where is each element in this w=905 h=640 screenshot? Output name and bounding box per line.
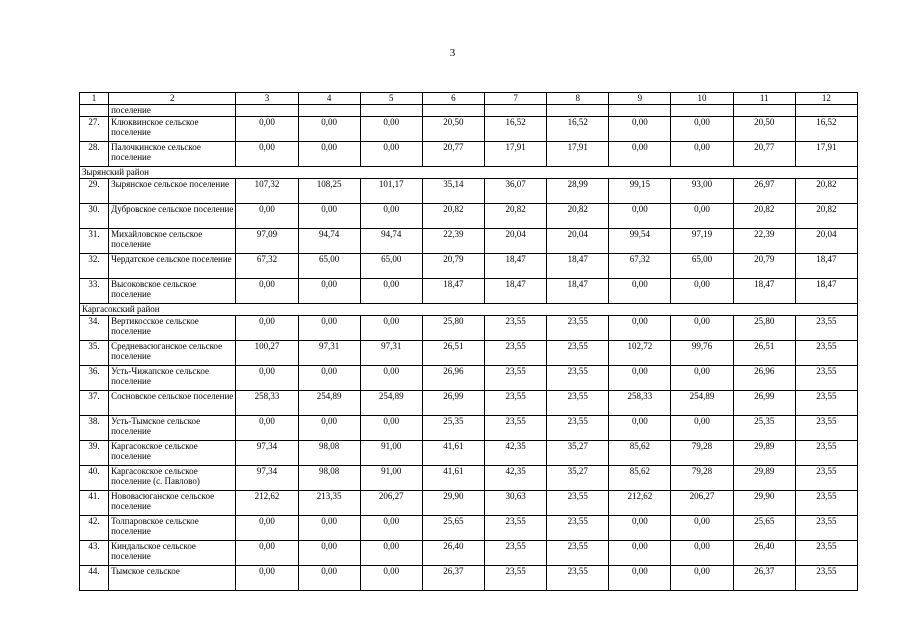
row-number: 27. xyxy=(80,117,109,142)
table-row xyxy=(80,541,858,566)
value-cell: 91,00 xyxy=(360,441,422,466)
value-cell: 97,31 xyxy=(360,341,422,366)
value-cell: 100,27 xyxy=(236,341,298,366)
value-cell: 98,08 xyxy=(298,466,360,491)
value-cell: 212,62 xyxy=(236,491,298,516)
table-row xyxy=(80,391,858,416)
settlement-name: Каргасокское сельское поселение xyxy=(109,441,236,466)
settlement-name: Усть-Тымское сельское поселение xyxy=(109,416,236,441)
value-cell: 0,00 xyxy=(609,142,671,167)
value-cell: 18,47 xyxy=(547,279,609,304)
value-cell: 0,00 xyxy=(298,279,360,304)
value-cell: 23,55 xyxy=(795,466,857,491)
empty-cell xyxy=(298,105,360,117)
table-row xyxy=(80,491,858,516)
row-number: 36. xyxy=(80,366,109,391)
value-cell: 65,00 xyxy=(671,254,733,279)
table-row xyxy=(80,254,858,279)
value-cell: 0,00 xyxy=(609,566,671,591)
table-row xyxy=(80,416,858,441)
value-cell: 26,99 xyxy=(733,391,795,416)
value-cell: 67,32 xyxy=(236,254,298,279)
value-cell: 0,00 xyxy=(236,204,298,229)
value-cell: 23,55 xyxy=(795,341,857,366)
row-number: 34. xyxy=(80,316,109,341)
value-cell: 0,00 xyxy=(609,516,671,541)
header-cell: 10 xyxy=(671,93,733,105)
header-cell: 9 xyxy=(609,93,671,105)
value-cell: 23,55 xyxy=(485,566,547,591)
value-cell: 91,00 xyxy=(360,466,422,491)
value-cell: 26,40 xyxy=(422,541,484,566)
value-cell: 0,00 xyxy=(360,316,422,341)
value-cell: 35,27 xyxy=(547,466,609,491)
value-cell: 42,35 xyxy=(485,441,547,466)
value-cell: 0,00 xyxy=(360,279,422,304)
settlement-name: Средневасюганское сельское поселение xyxy=(109,341,236,366)
value-cell: 18,47 xyxy=(485,254,547,279)
table-row xyxy=(80,341,858,366)
value-cell: 23,55 xyxy=(547,391,609,416)
value-cell: 23,55 xyxy=(485,516,547,541)
table-row xyxy=(80,516,858,541)
value-cell: 0,00 xyxy=(236,516,298,541)
empty-cell xyxy=(485,105,547,117)
value-cell: 26,40 xyxy=(733,541,795,566)
value-cell: 23,55 xyxy=(795,416,857,441)
value-cell: 97,34 xyxy=(236,441,298,466)
row-number: 41. xyxy=(80,491,109,516)
value-cell: 29,90 xyxy=(733,491,795,516)
row-number: 37. xyxy=(80,391,109,416)
value-cell: 23,55 xyxy=(547,341,609,366)
table-row xyxy=(80,142,858,167)
settlement-name: Высоковское сельское поселение xyxy=(109,279,236,304)
settlement-name: Палочкинское сельское поселение xyxy=(109,142,236,167)
value-cell: 23,55 xyxy=(485,366,547,391)
value-cell: 0,00 xyxy=(236,366,298,391)
value-cell: 20,82 xyxy=(733,204,795,229)
table-row xyxy=(80,229,858,254)
value-cell: 85,62 xyxy=(609,441,671,466)
value-cell: 20,04 xyxy=(547,229,609,254)
value-cell: 16,52 xyxy=(795,117,857,142)
value-cell: 0,00 xyxy=(236,541,298,566)
value-cell: 26,96 xyxy=(733,366,795,391)
settlement-name: Вертикосское сельское поселение xyxy=(109,316,236,341)
value-cell: 23,55 xyxy=(547,416,609,441)
value-cell: 0,00 xyxy=(360,566,422,591)
value-cell: 99,15 xyxy=(609,179,671,204)
value-cell: 20,50 xyxy=(733,117,795,142)
header-cell: 2 xyxy=(109,93,236,105)
value-cell: 0,00 xyxy=(671,416,733,441)
settlement-name: Сосновское сельское поселение xyxy=(109,391,236,416)
value-cell: 23,55 xyxy=(547,366,609,391)
value-cell: 0,00 xyxy=(236,279,298,304)
value-cell: 29,90 xyxy=(422,491,484,516)
value-cell: 18,47 xyxy=(422,279,484,304)
value-cell: 0,00 xyxy=(360,416,422,441)
value-cell: 254,89 xyxy=(671,391,733,416)
value-cell: 101,17 xyxy=(360,179,422,204)
settlement-name: Дубровское сельское поселение xyxy=(109,204,236,229)
continuation-text: поселение xyxy=(109,105,236,117)
value-cell: 107,32 xyxy=(236,179,298,204)
value-cell: 20,77 xyxy=(422,142,484,167)
value-cell: 254,89 xyxy=(360,391,422,416)
row-number: 35. xyxy=(80,341,109,366)
value-cell: 23,55 xyxy=(795,316,857,341)
value-cell: 99,76 xyxy=(671,341,733,366)
row-number: 43. xyxy=(80,541,109,566)
region-row xyxy=(80,167,858,179)
value-cell: 0,00 xyxy=(360,541,422,566)
value-cell: 23,55 xyxy=(485,391,547,416)
table-row xyxy=(80,204,858,229)
value-cell: 0,00 xyxy=(360,117,422,142)
value-cell: 29,89 xyxy=(733,441,795,466)
value-cell: 0,00 xyxy=(360,366,422,391)
page-number: 3 xyxy=(449,47,456,59)
row-number: 31. xyxy=(80,229,109,254)
value-cell: 0,00 xyxy=(671,566,733,591)
table-body xyxy=(80,93,858,591)
value-cell: 22,39 xyxy=(733,229,795,254)
value-cell: 102,72 xyxy=(609,341,671,366)
value-cell: 18,47 xyxy=(733,279,795,304)
table-row xyxy=(80,179,858,204)
value-cell: 0,00 xyxy=(236,142,298,167)
value-cell: 0,00 xyxy=(298,204,360,229)
value-cell: 17,91 xyxy=(485,142,547,167)
header-cell: 7 xyxy=(485,93,547,105)
value-cell: 30,63 xyxy=(485,491,547,516)
value-cell: 97,31 xyxy=(298,341,360,366)
value-cell: 0,00 xyxy=(298,366,360,391)
settlement-name: Усть-Чижапское сельское поселение xyxy=(109,366,236,391)
empty-cell xyxy=(80,105,109,117)
value-cell: 254,89 xyxy=(298,391,360,416)
value-cell: 212,62 xyxy=(609,491,671,516)
value-cell: 0,00 xyxy=(671,142,733,167)
value-cell: 108,25 xyxy=(298,179,360,204)
value-cell: 23,55 xyxy=(795,441,857,466)
tariff-table xyxy=(79,92,858,591)
row-number: 38. xyxy=(80,416,109,441)
header-cell: 11 xyxy=(733,93,795,105)
value-cell: 206,27 xyxy=(671,491,733,516)
value-cell: 18,47 xyxy=(547,254,609,279)
header-cell: 6 xyxy=(422,93,484,105)
value-cell: 0,00 xyxy=(671,204,733,229)
value-cell: 23,55 xyxy=(547,566,609,591)
header-cell: 1 xyxy=(80,93,109,105)
settlement-name: Толпаровское сельское поселение xyxy=(109,516,236,541)
row-number: 29. xyxy=(80,179,109,204)
header-cell: 4 xyxy=(298,93,360,105)
value-cell: 0,00 xyxy=(360,516,422,541)
settlement-name: Чердатское сельское поселение xyxy=(109,254,236,279)
value-cell: 26,97 xyxy=(733,179,795,204)
value-cell: 98,08 xyxy=(298,441,360,466)
value-cell: 20,04 xyxy=(795,229,857,254)
empty-cell xyxy=(547,105,609,117)
table-row xyxy=(80,566,858,591)
value-cell: 85,62 xyxy=(609,466,671,491)
value-cell: 20,79 xyxy=(733,254,795,279)
value-cell: 23,55 xyxy=(547,541,609,566)
row-number: 30. xyxy=(80,204,109,229)
empty-cell xyxy=(236,105,298,117)
value-cell: 0,00 xyxy=(298,541,360,566)
value-cell: 79,28 xyxy=(671,466,733,491)
row-number: 44. xyxy=(80,566,109,591)
value-cell: 0,00 xyxy=(671,316,733,341)
value-cell: 42,35 xyxy=(485,466,547,491)
value-cell: 20,82 xyxy=(485,204,547,229)
value-cell: 18,47 xyxy=(485,279,547,304)
value-cell: 20,82 xyxy=(795,204,857,229)
value-cell: 25,65 xyxy=(733,516,795,541)
value-cell: 22,39 xyxy=(422,229,484,254)
value-cell: 41,61 xyxy=(422,466,484,491)
header-cell: 3 xyxy=(236,93,298,105)
row-number: 33. xyxy=(80,279,109,304)
value-cell: 23,55 xyxy=(485,341,547,366)
value-cell: 25,35 xyxy=(733,416,795,441)
table-row xyxy=(80,279,858,304)
value-cell: 0,00 xyxy=(671,279,733,304)
value-cell: 94,74 xyxy=(298,229,360,254)
value-cell: 0,00 xyxy=(360,142,422,167)
value-cell: 20,79 xyxy=(422,254,484,279)
header-row xyxy=(80,93,858,105)
value-cell: 0,00 xyxy=(236,316,298,341)
value-cell: 20,82 xyxy=(547,204,609,229)
value-cell: 23,55 xyxy=(795,541,857,566)
value-cell: 20,82 xyxy=(795,179,857,204)
value-cell: 26,51 xyxy=(422,341,484,366)
value-cell: 0,00 xyxy=(671,516,733,541)
row-number: 28. xyxy=(80,142,109,167)
value-cell: 25,80 xyxy=(422,316,484,341)
value-cell: 26,51 xyxy=(733,341,795,366)
value-cell: 23,55 xyxy=(485,316,547,341)
value-cell: 25,35 xyxy=(422,416,484,441)
value-cell: 20,50 xyxy=(422,117,484,142)
empty-cell xyxy=(422,105,484,117)
value-cell: 0,00 xyxy=(609,204,671,229)
value-cell: 23,55 xyxy=(795,566,857,591)
table-row xyxy=(80,316,858,341)
table-row xyxy=(80,366,858,391)
value-cell: 23,55 xyxy=(485,416,547,441)
value-cell: 97,19 xyxy=(671,229,733,254)
value-cell: 65,00 xyxy=(298,254,360,279)
row-number: 40. xyxy=(80,466,109,491)
value-cell: 0,00 xyxy=(671,366,733,391)
value-cell: 213,35 xyxy=(298,491,360,516)
empty-cell xyxy=(795,105,857,117)
region-row xyxy=(80,304,858,316)
value-cell: 35,14 xyxy=(422,179,484,204)
value-cell: 16,52 xyxy=(547,117,609,142)
value-cell: 20,04 xyxy=(485,229,547,254)
value-cell: 0,00 xyxy=(609,279,671,304)
empty-cell xyxy=(609,105,671,117)
settlement-name: Нововасюганское сельское поселение xyxy=(109,491,236,516)
value-cell: 0,00 xyxy=(609,416,671,441)
header-cell: 8 xyxy=(547,93,609,105)
value-cell: 0,00 xyxy=(360,204,422,229)
value-cell: 17,91 xyxy=(795,142,857,167)
table-row xyxy=(80,117,858,142)
value-cell: 25,65 xyxy=(422,516,484,541)
value-cell: 18,47 xyxy=(795,279,857,304)
empty-cell xyxy=(360,105,422,117)
value-cell: 35,27 xyxy=(547,441,609,466)
empty-cell xyxy=(733,105,795,117)
settlement-name: Киндальское сельское поселение xyxy=(109,541,236,566)
continuation-row xyxy=(80,105,858,117)
value-cell: 0,00 xyxy=(298,516,360,541)
settlement-name: Тымское сельское xyxy=(109,566,236,591)
value-cell: 23,55 xyxy=(547,491,609,516)
value-cell: 0,00 xyxy=(609,541,671,566)
settlement-name: Клюквинское сельское поселение xyxy=(109,117,236,142)
value-cell: 0,00 xyxy=(236,117,298,142)
value-cell: 0,00 xyxy=(236,416,298,441)
value-cell: 29,89 xyxy=(733,466,795,491)
value-cell: 0,00 xyxy=(298,316,360,341)
value-cell: 26,37 xyxy=(733,566,795,591)
value-cell: 23,55 xyxy=(795,391,857,416)
value-cell: 25,80 xyxy=(733,316,795,341)
row-number: 39. xyxy=(80,441,109,466)
value-cell: 258,33 xyxy=(609,391,671,416)
row-number: 32. xyxy=(80,254,109,279)
table-row xyxy=(80,466,858,491)
value-cell: 0,00 xyxy=(671,117,733,142)
value-cell: 0,00 xyxy=(298,416,360,441)
value-cell: 67,32 xyxy=(609,254,671,279)
value-cell: 97,34 xyxy=(236,466,298,491)
value-cell: 23,55 xyxy=(547,316,609,341)
value-cell: 79,28 xyxy=(671,441,733,466)
value-cell: 0,00 xyxy=(298,566,360,591)
value-cell: 0,00 xyxy=(609,366,671,391)
value-cell: 93,00 xyxy=(671,179,733,204)
region-name: Каргасокский район xyxy=(80,304,858,316)
value-cell: 94,74 xyxy=(360,229,422,254)
value-cell: 23,55 xyxy=(795,491,857,516)
value-cell: 26,99 xyxy=(422,391,484,416)
value-cell: 26,96 xyxy=(422,366,484,391)
value-cell: 99,54 xyxy=(609,229,671,254)
value-cell: 41,61 xyxy=(422,441,484,466)
region-name: Зырянский район xyxy=(80,167,858,179)
value-cell: 23,55 xyxy=(485,541,547,566)
value-cell: 258,33 xyxy=(236,391,298,416)
value-cell: 20,82 xyxy=(422,204,484,229)
empty-cell xyxy=(671,105,733,117)
value-cell: 23,55 xyxy=(795,366,857,391)
value-cell: 16,52 xyxy=(485,117,547,142)
value-cell: 23,55 xyxy=(795,516,857,541)
value-cell: 23,55 xyxy=(547,516,609,541)
value-cell: 18,47 xyxy=(795,254,857,279)
value-cell: 0,00 xyxy=(298,117,360,142)
header-cell: 5 xyxy=(360,93,422,105)
settlement-name: Зырянское сельское поселение xyxy=(109,179,236,204)
value-cell: 17,91 xyxy=(547,142,609,167)
settlement-name: Михайловское сельское поселение xyxy=(109,229,236,254)
value-cell: 28,99 xyxy=(547,179,609,204)
settlement-name: Каргасокское сельское поселение (с. Павлово) xyxy=(109,466,236,491)
value-cell: 97,09 xyxy=(236,229,298,254)
row-number: 42. xyxy=(80,516,109,541)
value-cell: 206,27 xyxy=(360,491,422,516)
value-cell: 0,00 xyxy=(298,142,360,167)
value-cell: 26,37 xyxy=(422,566,484,591)
value-cell: 65,00 xyxy=(360,254,422,279)
table-row xyxy=(80,441,858,466)
value-cell: 0,00 xyxy=(671,541,733,566)
value-cell: 36,07 xyxy=(485,179,547,204)
value-cell: 0,00 xyxy=(609,316,671,341)
value-cell: 0,00 xyxy=(609,117,671,142)
value-cell: 0,00 xyxy=(236,566,298,591)
header-cell: 12 xyxy=(795,93,857,105)
value-cell: 20,77 xyxy=(733,142,795,167)
